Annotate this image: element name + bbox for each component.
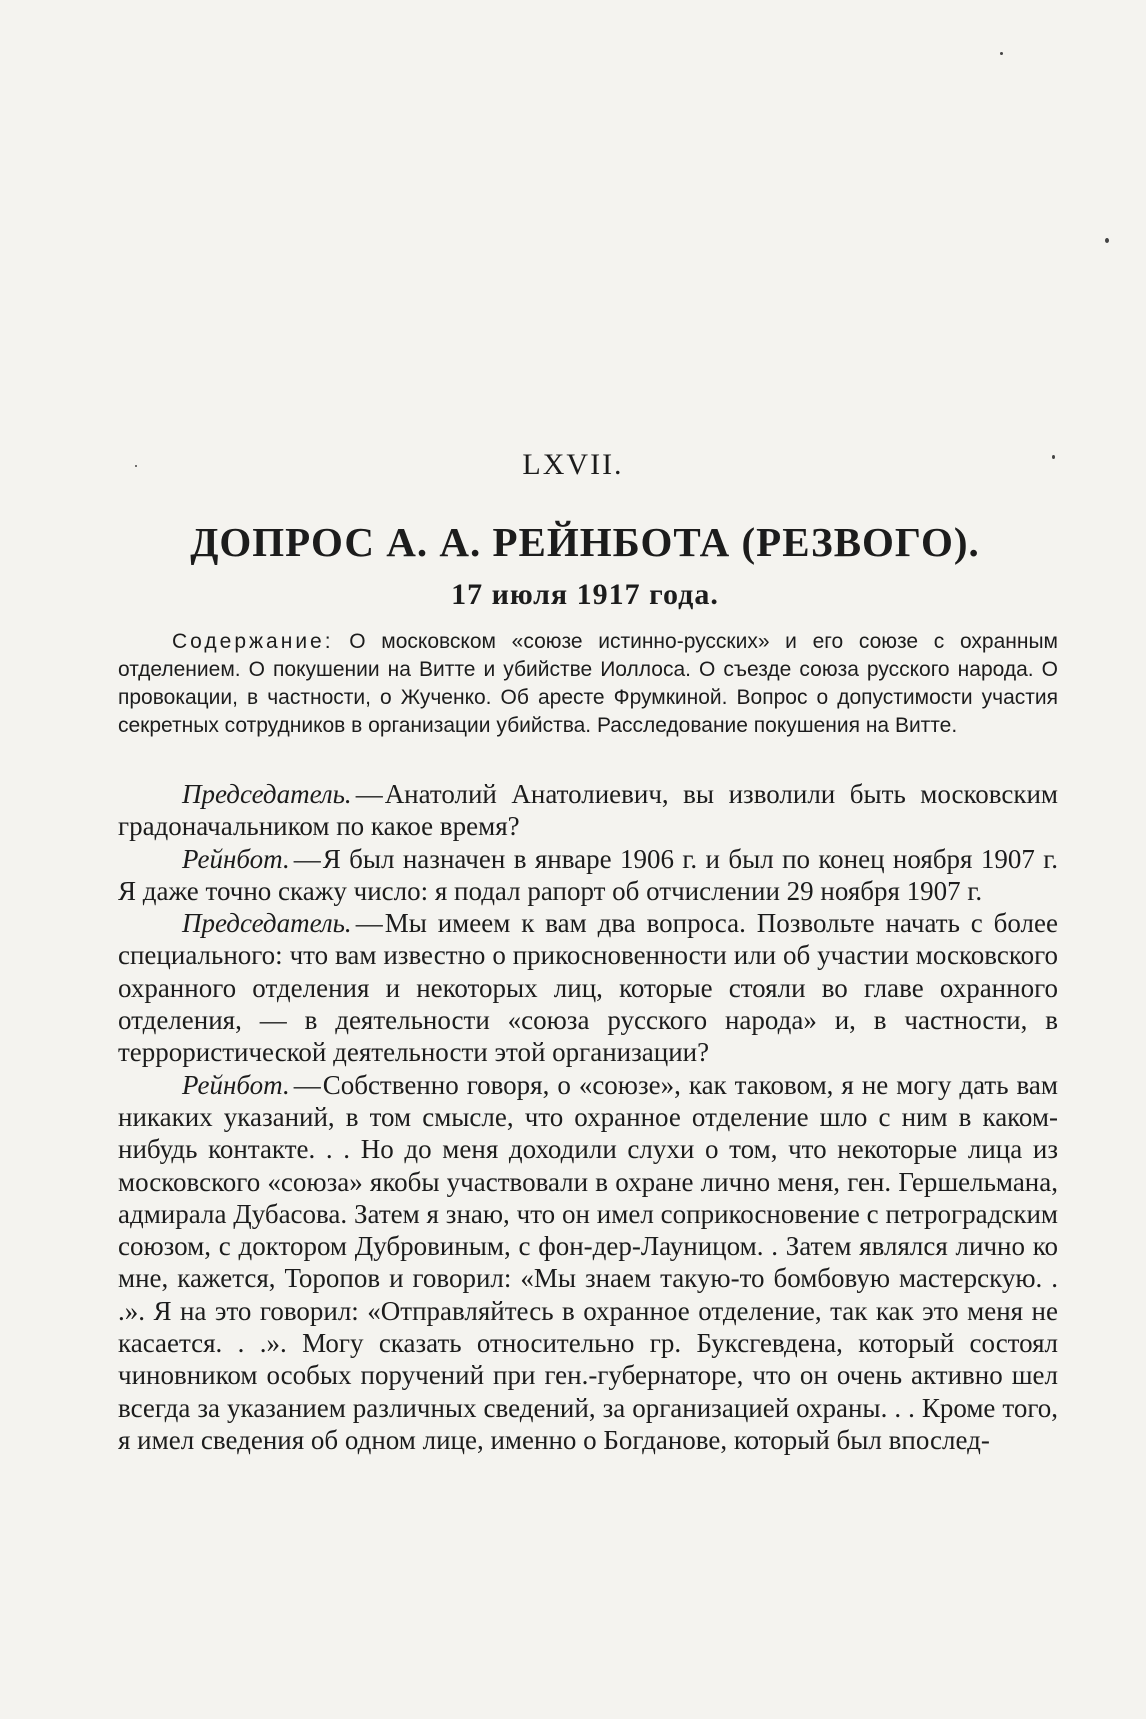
speech-text: Собственно говоря, о «союзе», как таковом, я не могу дать вам никаких указаний, в том смысле, что охранное отделение шло с ним в каком-нибудь контакте. . . Но до меня доходили слухи о том, что некоторые лица из московского «союза» якобы участвовали в охране лично меня, ген. Гершельмана, адмирала Дубасова. Затем я знаю, что он имел соприкосновение с петроградским союзом, с доктором Дубровиным, с фон-дер-Лауницом. . Затем являлся лично ко мне, кажется, Торопов и говорил: «Мы знаем такую-то бомбовую мастерскую. . .». Я на это говорил: «Отправляйтесь в охранное отделение, так как это меня не касается. . .». Могу сказать относительно гр. Буксгевдена, который состоял чиновником особых поручений при ген.-губернаторе, что он очень активно шел всегда за указанием различных сведений, за организацией охраны. . . Кроме того, я имел сведения об одном лице, именно о Богданове, который был впослед-	[118, 1069, 1058, 1455]
dialogue-paragraph	[118, 843, 1058, 908]
em-dash: —	[355, 779, 383, 809]
print-speck	[1000, 52, 1003, 55]
interrogation-transcript	[118, 778, 1058, 1456]
dialogue-paragraph	[118, 907, 1058, 1068]
em-dash: —	[355, 908, 383, 939]
em-dash: —	[293, 1069, 321, 1100]
speaker-name: Председатель.	[182, 908, 352, 939]
contents-summary	[118, 628, 1058, 740]
dialogue-paragraph	[118, 778, 1058, 843]
speech-text: Мы имеем к вам два вопроса. Позвольте начать с более специального: что вам известно о прикосновенности или об участии московского охранного отделения и некоторых лиц, которые стояли во главе охранного отделения, — в деятельности «союза русского народа» и, в частности, в террористической деятельности этой организации?	[118, 908, 1058, 1068]
speaker-name: Рейнбот.	[182, 843, 290, 874]
speaker-name: Рейнбот.	[182, 1069, 290, 1100]
summary-label: Содержание:	[172, 630, 334, 653]
summary-text: О московском «союзе истинно-русских» и его союзе с охранным отделением. О покушении на Витте и убийстве Иоллоса. О съезде союза русского народа. О провокации, в частности, о Жученко. Об аресте Фрумкиной. Вопрос о допустимости участия секретных сотрудников в организации убийства. Расследование покушения на Витте.	[118, 630, 1058, 737]
chapter-number: LXVII.	[522, 448, 624, 481]
document-date: 17 июля 1917 года.	[451, 578, 719, 611]
print-speck	[1105, 238, 1109, 243]
em-dash: —	[293, 843, 321, 874]
speech-text: Анатолий Анатолиевич, вы изволили быть московским градоначальником по какое время?	[118, 779, 1058, 842]
document-title: ДОПРОС А. А. РЕЙНБОТА (РЕЗВОГО).	[190, 519, 980, 565]
speaker-name: Председатель.	[182, 779, 352, 809]
speech-text: Я был назначен в январе 1906 г. и был по конец ноября 1907 г. Я даже точно скажу число: я подал рапорт об отчислении 29 ноября 1907 г.	[118, 843, 1058, 906]
dialogue-paragraph	[118, 1069, 1058, 1457]
